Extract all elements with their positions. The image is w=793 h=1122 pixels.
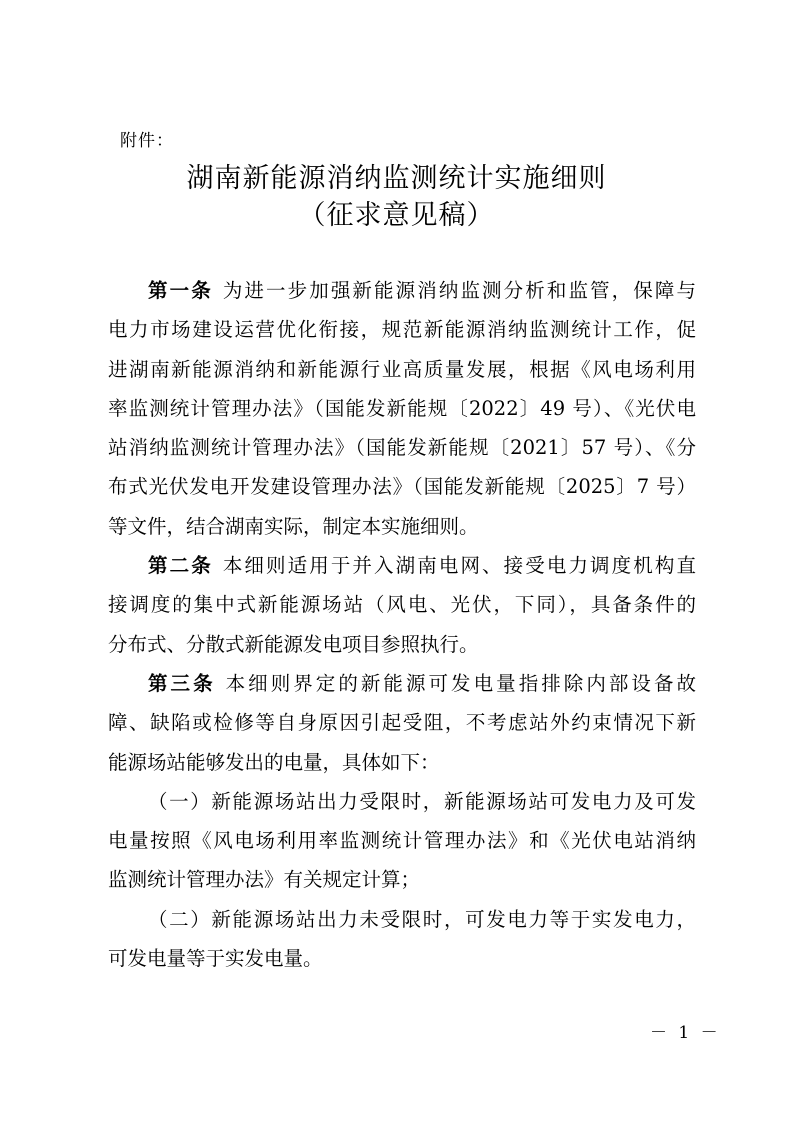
line-text: 分布式、分散式新能源发电项目参照执行。 — [108, 632, 479, 656]
body-line — [108, 394, 696, 433]
line-text: 监测统计管理办法》有关规定计算； — [108, 868, 421, 892]
line-text: 可发电量等于实发电量。 — [108, 947, 323, 971]
line-text: 接调度的集中式新能源场站（风电、光伏，下同），具备条件的 — [108, 593, 696, 617]
body-line — [108, 787, 696, 826]
attachment-label: 附件： — [120, 131, 174, 151]
body-line — [108, 748, 696, 787]
body-line — [108, 630, 696, 669]
body-line — [108, 355, 696, 394]
body-line — [108, 669, 696, 708]
line-text: 为进一步加强新能源消纳监测分析和监管，保障与 — [222, 279, 696, 302]
line-text: （二）新能源场站出力未受限时，可发电力等于实发电力， — [148, 907, 696, 931]
article-label: 第二条 — [148, 554, 213, 578]
document-title: 湖南新能源消纳监测统计实施细则 — [186, 163, 607, 194]
body-line — [108, 944, 696, 983]
line-text: 布式光伏发电开发建设管理办法》（国能发新能规〔2025〕7 号） — [108, 475, 696, 499]
body-line — [108, 708, 696, 747]
page-number: － 1 － — [650, 1023, 721, 1043]
body-line — [108, 472, 696, 511]
line-text: 电力市场建设运营优化衔接，规范新能源消纳监测统计工作，促 — [108, 318, 696, 342]
line-text: 等文件，结合湖南实际，制定本实施细则。 — [108, 514, 479, 538]
line-text: 障、缺陷或检修等自身原因引起受阻，不考虑站外约束情况下新 — [108, 711, 696, 735]
body-line — [108, 433, 696, 472]
body-line — [108, 512, 696, 551]
article-label: 第一条 — [148, 279, 213, 302]
line-text: 率监测统计管理办法》（国能发新能规〔2022〕49 号）、《光伏电 — [108, 396, 696, 420]
body-line — [108, 590, 696, 629]
body-line — [108, 826, 696, 865]
line-text: （一）新能源场站出力受限时，新能源场站可发电力及可发 — [148, 789, 696, 813]
line-text: 进湖南新能源消纳和新能源行业高质量发展，根据《风电场利用 — [108, 357, 696, 381]
line-text: 站消纳监测统计管理办法》（国能发新能规〔2021〕57 号）、《分 — [108, 436, 696, 460]
line-text: 本细则界定的新能源可发电量指排除内部设备故 — [225, 671, 696, 695]
document-body — [108, 276, 696, 983]
line-text: 能源场站能够发出的电量，具体如下： — [108, 750, 440, 774]
article-label: 第三条 — [148, 671, 216, 695]
body-line — [108, 865, 696, 904]
line-text: 电量按照《风电场利用率监测统计管理办法》和《光伏电站消纳 — [108, 829, 696, 853]
body-line — [108, 315, 696, 354]
document-subtitle: （征求意见稿） — [298, 200, 495, 231]
body-line — [108, 551, 696, 590]
body-line — [108, 905, 696, 944]
body-line — [108, 276, 696, 315]
line-text: 本细则适用于并入湖南电网、接受电力调度机构直 — [222, 554, 696, 578]
